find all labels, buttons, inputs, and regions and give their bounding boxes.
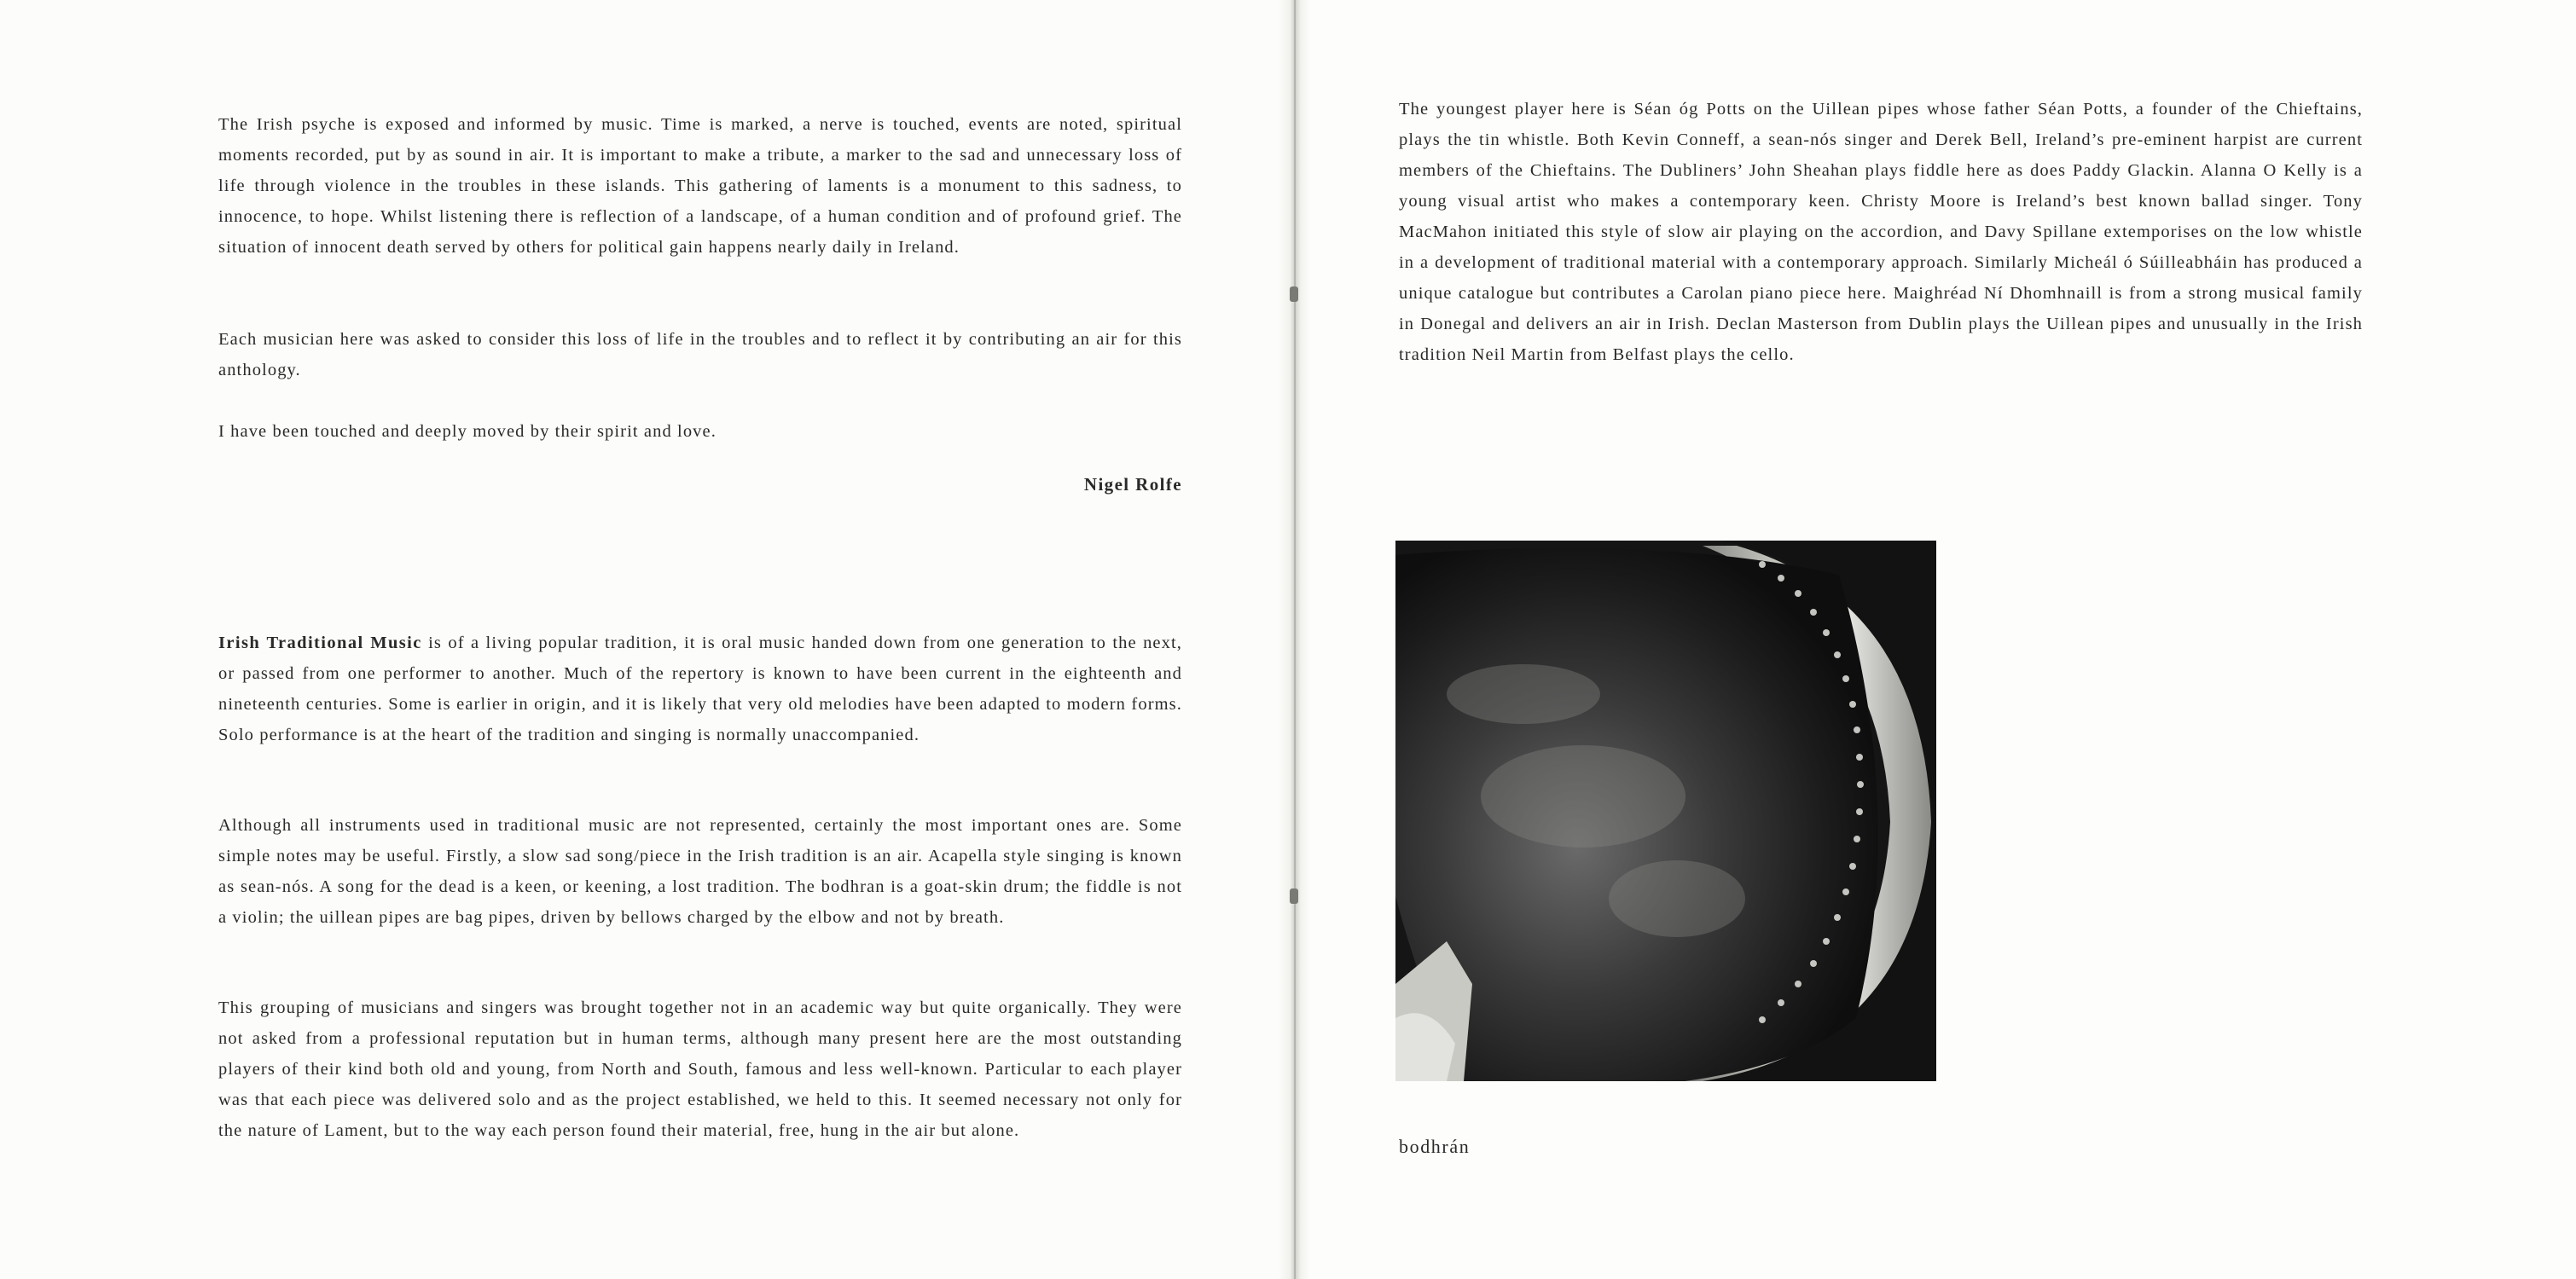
traditional-music-paragraph-3: This grouping of musicians and singers was brought together not in an academic way but quite organically. They were not asked from a professional reputation but in human terms, although many present here are the most outstanding players of their kind both old and young, from North and South, famous and less well-known. Particular to each player was that each piece was delivered solo and as the project established, we held to this. It seemed necessary not only for the nature of Lament, but to the way each person found their material, free, hung in the air but alone. [218,998,1182,1140]
intro-paragraph-2: Each musician here was asked to consider this loss of life in the troubles and to reflect it by contributing an air for this anthology. [218,330,1182,379]
intro-paragraph-1: The Irish psyche is exposed and informed by music. Time is marked, a nerve is touched, events are noted, spiritual moments recorded, put by as sound in air. It is important to make a tribute, a marker to the sad and unnecessary loss of life through violence in the troubles in these islands. This gathering of laments is a monument to this sadness, to innocence, to hope. Whilst listening there is reflection of a landscape, of a human condition and of profound grief. The situation of innocent death served by others for political gain happens nearly daily in Ireland. [218,115,1182,257]
bodhran-drum-image [1395,541,1936,1081]
musicians-paragraph: The youngest player here is Séan óg Potts on the Uillean pipes whose father Séan Potts, a founder of the Chieftains, plays the tin whistle. Both Kevin Conneff, a sean-nós singer and Derek Bell, Ireland’s pre-eminent harpist are current members of the Chieftains. The Dubliners’ John Sheahan plays fiddle here as does Paddy Glackin. Alanna O Kelly is a young visual artist who makes a contemporary keen. Christy Moore is Ireland’s best known ballad singer. Tony MacMahon initiated this style of slow air playing on the accordion, and Davy Spillane extemporises on the low whistle in a development of traditional material with a contemporary approach. Similarly Micheál ó Súilleabháin has produced a unique catalogue but contributes a Carolan piano piece here. Maighréad Ní Dhomhnaill is from a strong musical family in Donegal and delivers an air in Irish. Declan Masterson from Dublin plays the Uillean pipes and unusually in the Irish tradition Neil Martin from Belfast plays the cello. [1399,100,2363,364]
booklet-spine [1279,0,1310,1279]
intro-paragraph-3: I have been touched and deeply moved by their spirit and love. [218,422,717,441]
signature-author: Nigel Rolfe [1083,474,1182,495]
staple-bottom [1290,888,1298,904]
traditional-music-paragraph-2: Although all instruments used in traditional music are not represented, certainly the most important ones are. Some simple notes may be useful. Firstly, a slow sad song/piece in the Irish tradition is an air. Acapella style singing is known as sean-nós. A song for the dead is a keen, or keening, a lost tradition. The bodhran is a goat-skin drum; the fiddle is not a violin; the uillean pipes are bag pipes, driven by bellows charged by the elbow and not by breath. [218,816,1182,927]
traditional-music-paragraph-1 [218,628,1182,750]
traditional-music-heading: Irish Traditional Music [218,634,422,652]
photo-caption: bodhrán [1399,1136,1471,1157]
staple-top [1290,286,1298,302]
bodhran-photo [1395,541,1936,1081]
traditional-music-text: is of a living popular tradition, it is oral music handed down from one generation to the next, or passed from one performer to another. Much of the repertory is known to have been current in the eighteenth and nineteenth centuries. Some is earlier in origin, and it is likely that very old melodies have been adapted to modern forms. Solo performance is at the heart of the tradition and singing is normally unaccompanied. [218,634,1182,744]
